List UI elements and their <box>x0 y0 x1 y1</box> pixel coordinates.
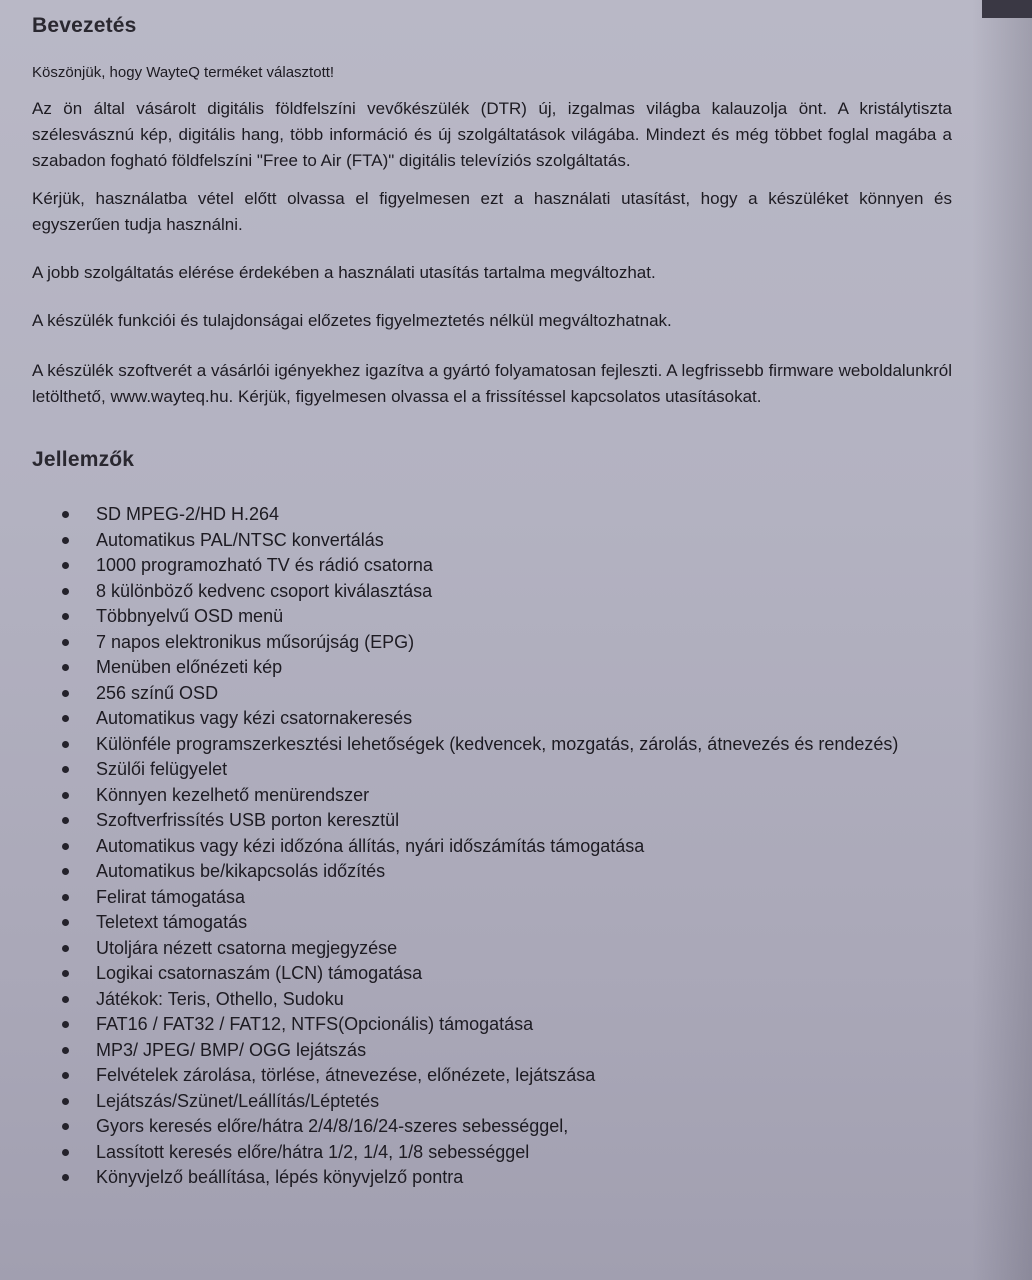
feature-text: MP3/ JPEG/ BMP/ OGG lejátszás <box>96 1039 367 1060</box>
feature-text: Játékok: Teris, Othello, Sudoku <box>96 988 344 1009</box>
feature-list-item <box>32 604 952 628</box>
intro-paragraph-4: A készülék funkciói és tulajdonságai előzetes figyelmeztetés nélkül megváltozhatnak. <box>32 311 672 330</box>
bullet-icon <box>62 1098 69 1105</box>
feature-list-item <box>32 834 952 858</box>
feature-list-item <box>32 910 952 934</box>
feature-list-item <box>32 987 952 1011</box>
feature-text: SD MPEG-2/HD H.264 <box>96 504 280 524</box>
bullet-icon <box>62 613 69 620</box>
page-content <box>32 14 952 1191</box>
feature-list-item <box>32 579 952 603</box>
bullet-icon <box>62 690 69 697</box>
feature-list-item <box>32 681 952 705</box>
feature-text: 7 napos elektronikus műsorújság (EPG) <box>96 631 415 652</box>
intro-paragraph-5: A készülék szoftverét a vásárlói igényekhez igazítva a gyártó folyamatosan fejleszti. A legfrissebb firmware weboldalunkról letölthető, www.wayteq.hu. Kérjük, figyelmesen olvassa el a frissítéssel kapcsolatos utasításokat. <box>32 361 952 406</box>
feature-text: Automatikus vagy kézi csatornakeresés <box>96 708 413 728</box>
feature-list-item <box>32 1114 952 1138</box>
feature-list-item <box>32 502 952 526</box>
feature-text: Lejátszás/Szünet/Leállítás/Léptetés <box>96 1090 380 1111</box>
bullet-icon <box>62 741 69 748</box>
feature-text: Többnyelvű OSD menü <box>96 606 284 626</box>
feature-list-item <box>32 1038 952 1062</box>
feature-list <box>32 502 952 1189</box>
feature-text: Menüben előnézeti kép <box>96 657 283 677</box>
feature-text: Automatikus vagy kézi időzóna állítás, nyári időszámítás támogatása <box>96 835 645 856</box>
feature-text: FAT16 / FAT32 / FAT12, NTFS(Opcionális) támogatása <box>96 1014 534 1034</box>
feature-text: Szülői felügyelet <box>96 759 228 779</box>
feature-text: Felvételek zárolása, törlése, átnevezése, előnézete, lejátszása <box>96 1065 596 1085</box>
feature-text: Teletext támogatás <box>96 912 248 932</box>
bullet-icon <box>62 1123 69 1130</box>
feature-list-item <box>32 885 952 909</box>
bullet-icon <box>62 1047 69 1054</box>
bullet-icon <box>62 817 69 824</box>
feature-list-item <box>32 553 952 577</box>
bullet-icon <box>62 537 69 544</box>
intro-paragraph-3: A jobb szolgáltatás elérése érdekében a használati utasítás tartalma megváltozhat. <box>32 263 656 282</box>
feature-text: Automatikus be/kikapcsolás időzítés <box>96 861 386 881</box>
feature-list-item <box>32 1089 952 1113</box>
bullet-icon <box>62 766 69 773</box>
feature-text: Szoftverfrissítés USB porton keresztül <box>96 810 400 830</box>
feature-text: Gyors keresés előre/hátra 2/4/8/16/24-szeres sebességgel, <box>96 1116 569 1136</box>
feature-text: Logikai csatornaszám (LCN) támogatása <box>96 963 423 983</box>
intro-paragraph-2: Kérjük, használatba vétel előtt olvassa el figyelmesen ezt a használati utasítást, hogy a készüléket könnyen és egyszerűen tudja használni. <box>32 189 952 234</box>
feature-list-item <box>32 808 952 832</box>
feature-list-item <box>32 859 952 883</box>
feature-text: Felirat támogatása <box>96 886 246 907</box>
feature-list-item <box>32 936 952 960</box>
bullet-icon <box>62 1174 69 1181</box>
feature-list-item <box>32 1063 952 1087</box>
feature-list-item <box>32 706 952 730</box>
feature-list-item <box>32 1012 952 1036</box>
bullet-icon <box>62 843 69 850</box>
bullet-icon <box>62 792 69 799</box>
page-edge-shadow <box>972 0 1032 1280</box>
feature-list-item <box>32 732 952 756</box>
feature-text: 256 színű OSD <box>96 682 219 703</box>
feature-text: 8 különböző kedvenc csoport kiválasztása <box>96 580 433 601</box>
feature-list-item <box>32 630 952 654</box>
feature-list-item <box>32 961 952 985</box>
feature-text: Különféle programszerkesztési lehetőségek (kedvencek, mozgatás, zárolás, átnevezés és rendezés) <box>96 733 899 754</box>
feature-list-item <box>32 528 952 552</box>
feature-list-item <box>32 783 952 807</box>
feature-list-item <box>32 757 952 781</box>
bullet-icon <box>62 1021 69 1028</box>
bullet-icon <box>62 562 69 569</box>
feature-text: Utoljára nézett csatorna megjegyzése <box>96 937 398 958</box>
bullet-icon <box>62 1149 69 1156</box>
intro-heading: Bevezetés <box>32 14 137 37</box>
feature-text: Lassított keresés előre/hátra 1/2, 1/4, 1/8 sebességgel <box>96 1141 530 1162</box>
bullet-icon <box>62 868 69 875</box>
feature-list-item <box>32 1140 952 1164</box>
intro-paragraph-1: Az ön által vásárolt digitális földfelszíni vevőkészülék (DTR) új, izgalmas világba kalauzolja önt. A kristálytiszta szélesvásznú kép, digitális hang, több információ és új szolgáltatások világába. Mindezt és még többet foglal magába a szabadon fogható földfelszíni "Free to Air (FTA)" digitális televíziós szolgáltatás. <box>32 99 952 170</box>
bullet-icon <box>62 588 69 595</box>
feature-text: Könnyen kezelhető menürendszer <box>96 784 370 805</box>
feature-list-item <box>32 1165 952 1189</box>
intro-thanks: Köszönjük, hogy WayteQ terméket választott! <box>32 64 335 81</box>
bullet-icon <box>62 970 69 977</box>
feature-text: Automatikus PAL/NTSC konvertálás <box>96 529 384 550</box>
bullet-icon <box>62 511 69 518</box>
bullet-icon <box>62 894 69 901</box>
bullet-icon <box>62 919 69 926</box>
feature-text: Könyvjelző beállítása, lépés könyvjelző pontra <box>96 1167 464 1187</box>
bullet-icon <box>62 639 69 646</box>
bullet-icon <box>62 996 69 1003</box>
feature-text: 1000 programozható TV és rádió csatorna <box>96 555 433 575</box>
features-heading: Jellemzők <box>32 448 135 471</box>
bullet-icon <box>62 945 69 952</box>
feature-list-item <box>32 655 952 679</box>
bullet-icon <box>62 715 69 722</box>
page-corner-dark <box>982 0 1032 18</box>
bullet-icon <box>62 1072 69 1079</box>
bullet-icon <box>62 664 69 671</box>
